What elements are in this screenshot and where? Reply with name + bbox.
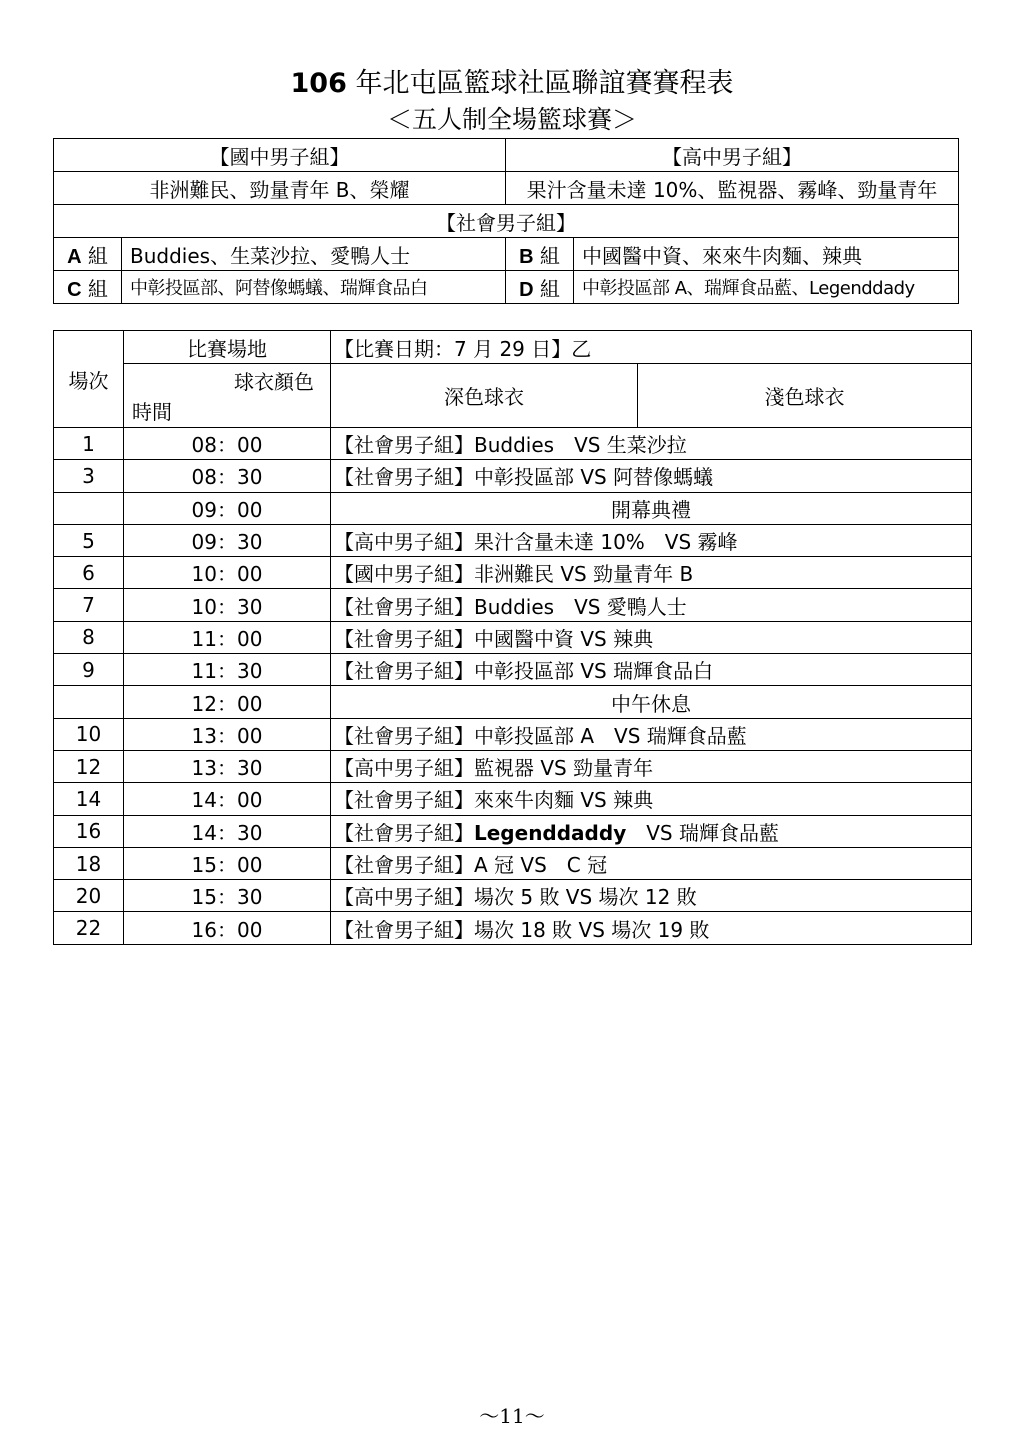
group-c-suffix: 組	[81, 276, 108, 301]
match-number: 22	[54, 912, 124, 944]
group-a-label	[54, 238, 122, 271]
match-time: 08：30	[124, 460, 331, 492]
match-time: 13：30	[124, 750, 331, 782]
schedule-row	[54, 880, 972, 912]
group-d-label	[506, 271, 574, 304]
page-title	[0, 64, 1024, 104]
matchup-group: 【社會男子組】	[334, 659, 474, 684]
match-time: 10：30	[124, 589, 331, 621]
match-time: 16：00	[124, 912, 331, 944]
group-c-teams: 中彰投區部、阿替像螞蟻、瑞輝食品白	[122, 271, 506, 304]
header-jersey-time	[124, 364, 331, 428]
header-dark-jersey: 深色球衣	[331, 364, 638, 428]
matchup-teams: 非洲難民 VS 勁量青年 B	[474, 562, 694, 587]
matchup-group: 【社會男子組】	[334, 626, 474, 651]
group-c-letter: C	[67, 278, 82, 301]
schedule-row	[54, 912, 972, 944]
header-date: 【比賽日期：7 月 29 日】乙	[331, 331, 972, 364]
junior-group-teams: 非洲難民、勁量青年 B、榮耀	[54, 172, 506, 205]
matchup-group: 【社會男子組】	[334, 820, 474, 845]
matchup	[331, 815, 972, 847]
matchup	[331, 654, 972, 686]
matchup-group: 【高中男子組】	[334, 885, 474, 910]
matchup	[331, 460, 972, 492]
matchup-group: 【社會男子組】	[334, 853, 474, 877]
schedule-event: 開幕典禮	[331, 492, 972, 524]
schedule-row	[54, 557, 972, 589]
match-time: 08：00	[124, 428, 331, 460]
matchup-teams: 來來牛肉麵 VS 辣典	[474, 788, 654, 813]
schedule-body	[54, 428, 972, 945]
schedule-row	[54, 847, 972, 879]
group-b-letter: B	[519, 245, 534, 268]
match-number: 20	[54, 880, 124, 912]
groups-table	[53, 138, 959, 304]
matchup	[331, 750, 972, 782]
schedule-row	[54, 815, 972, 847]
title-text: 年北屯區籃球社區聯誼賽賽程表	[346, 68, 734, 99]
match-number: 8	[54, 621, 124, 653]
schedule-row	[54, 686, 972, 718]
match-number: 7	[54, 589, 124, 621]
match-number: 18	[54, 847, 124, 879]
matchup	[331, 428, 972, 460]
page-subtitle: ＜五人制全場籃球賽＞	[386, 105, 637, 134]
match-number: 9	[54, 654, 124, 686]
matchup-teams: 中彰投區部 A VS 瑞輝食品藍	[474, 723, 747, 748]
match-number	[54, 686, 124, 718]
header-time: 時間	[132, 400, 172, 424]
schedule-row	[54, 428, 972, 460]
matchup-teams: 中彰投區部 VS 瑞輝食品白	[474, 659, 714, 684]
match-time: 09：00	[124, 492, 331, 524]
match-number: 6	[54, 557, 124, 589]
matchup	[331, 557, 972, 589]
match-number: 5	[54, 524, 124, 556]
schedule-row	[54, 783, 972, 815]
matchup-team-bold: Legenddaddy	[474, 820, 627, 845]
match-time: 12：00	[124, 686, 331, 718]
match-time: 15：30	[124, 880, 331, 912]
match-number	[54, 492, 124, 524]
group-a-teams: Buddies、生菜沙拉、愛鴨人士	[122, 238, 506, 271]
match-time: 11：00	[124, 621, 331, 653]
header-match-number: 場次	[54, 331, 124, 428]
matchup-teams: 監視器 VS 勁量青年	[474, 756, 654, 781]
match-number: 16	[54, 815, 124, 847]
matchup-group: 【社會男子組】	[334, 465, 474, 490]
matchup-teams: A 冠 VS C 冠	[474, 853, 608, 877]
group-c-label	[54, 271, 122, 304]
match-time: 15：00	[124, 847, 331, 879]
schedule-row	[54, 718, 972, 750]
group-b-label	[506, 238, 574, 271]
schedule-row	[54, 621, 972, 653]
matchup-teams: 場次 18 敗 VS 場次 19 敗	[474, 917, 710, 942]
matchup	[331, 912, 972, 944]
matchup-group: 【社會男子組】	[334, 433, 474, 458]
match-number: 12	[54, 750, 124, 782]
match-time: 14：30	[124, 815, 331, 847]
schedule-row	[54, 589, 972, 621]
group-a-letter: A	[67, 245, 82, 268]
matchup-group: 【社會男子組】	[334, 788, 474, 813]
matchup	[331, 589, 972, 621]
matchup	[331, 847, 972, 879]
matchup	[331, 621, 972, 653]
schedule-row	[54, 524, 972, 556]
matchup-teams: 中彰投區部 VS 阿替像螞蟻	[474, 465, 714, 490]
matchup-teams: Buddies VS 生菜沙拉	[474, 433, 687, 458]
matchup-teams: 場次 5 敗 VS 場次 12 敗	[474, 885, 697, 910]
junior-group-header: 【國中男子組】	[54, 139, 506, 172]
matchup	[331, 524, 972, 556]
matchup	[331, 718, 972, 750]
matchup-group: 【社會男子組】	[334, 917, 474, 942]
schedule-row	[54, 492, 972, 524]
match-number: 1	[54, 428, 124, 460]
match-time: 14：00	[124, 783, 331, 815]
group-d-letter: D	[519, 278, 534, 301]
society-group-header: 【社會男子組】	[54, 205, 959, 238]
schedule-row	[54, 750, 972, 782]
match-time: 10：00	[124, 557, 331, 589]
match-number: 3	[54, 460, 124, 492]
matchup-group: 【高中男子組】	[334, 756, 474, 781]
matchup-teams: 果汁含量未達 10% VS 霧峰	[474, 530, 738, 555]
matchup	[331, 880, 972, 912]
senior-group-header: 【高中男子組】	[506, 139, 959, 172]
schedule-row	[54, 654, 972, 686]
group-a-suffix: 組	[81, 243, 108, 268]
matchup-group: 【社會男子組】	[334, 594, 474, 619]
match-number: 10	[54, 718, 124, 750]
senior-group-teams: 果汁含量未達 10%、監視器、霧峰、勁量青年	[506, 172, 959, 205]
matchup-group: 【社會男子組】	[334, 723, 474, 748]
header-jersey-color: 球衣顏色	[234, 370, 314, 394]
matchup-teams: 中國醫中資 VS 辣典	[474, 626, 654, 651]
match-time: 13：00	[124, 718, 331, 750]
schedule-row	[54, 460, 972, 492]
match-time: 11：30	[124, 654, 331, 686]
group-b-suffix: 組	[533, 243, 560, 268]
page-number: ～11～	[479, 1404, 545, 1428]
matchup-teams: VS 瑞輝食品藍	[626, 820, 779, 845]
group-b-teams: 中國醫中資、來來牛肉麵、辣典	[574, 238, 959, 271]
matchup-teams: Buddies VS 愛鴨人士	[474, 594, 687, 619]
header-venue: 比賽場地	[124, 331, 331, 364]
matchup-group: 【國中男子組】	[334, 562, 474, 587]
group-d-suffix: 組	[533, 276, 560, 301]
matchup	[331, 783, 972, 815]
schedule-table	[53, 330, 972, 945]
match-time: 09：30	[124, 524, 331, 556]
match-number: 14	[54, 783, 124, 815]
schedule-event: 中午休息	[331, 686, 972, 718]
matchup-group: 【高中男子組】	[334, 530, 474, 555]
title-number: 106	[290, 68, 347, 99]
header-light-jersey: 淺色球衣	[638, 364, 972, 428]
group-d-teams: 中彰投區部 A、瑞輝食品藍、Legenddady	[574, 271, 959, 304]
